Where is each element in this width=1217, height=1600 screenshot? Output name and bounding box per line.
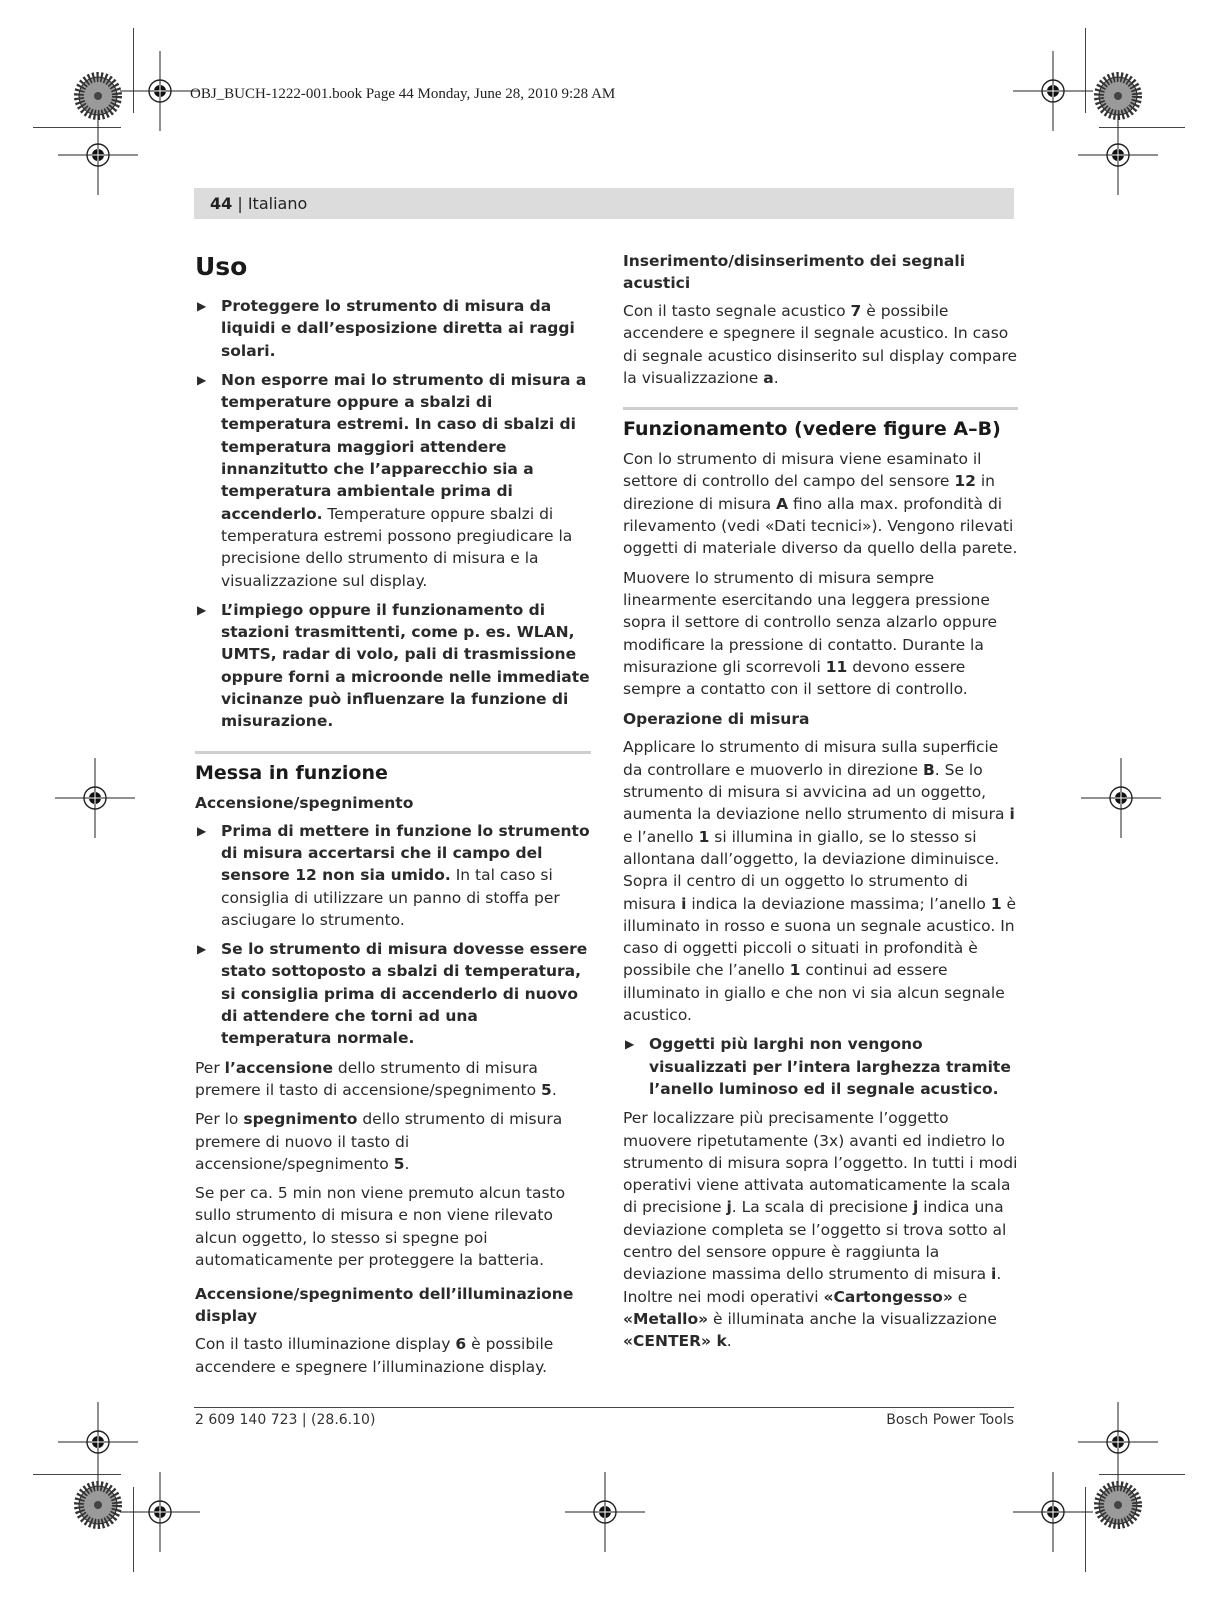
- triangle-bullet-icon: ▶: [197, 299, 207, 313]
- paragraph: Con lo strumento di misura viene esaminato il settore di controllo del campo del sensore 12 in direzione di misura A fino alla max. profondità di rilevamento (vedi «Dati tecnici»). Vengono rilevati oggetti di materiale diverso da quello della parete.: [623, 450, 1018, 558]
- page-header: [210, 194, 307, 213]
- warning-bullet: ▶ Oggetti più larghi non vengono visualizzati per l’intera larghezza tramite l’anello luminoso ed il segnale acustico.: [625, 1035, 1011, 1098]
- footer-doc-number: 2 609 140 723 | (28.6.10): [195, 1412, 376, 1428]
- color-wheel-icon: [1099, 1486, 1137, 1524]
- paragraph: Con il tasto illuminazione display 6 è possibile accendere e spegnere l’illuminazione display.: [195, 1335, 554, 1376]
- color-wheel-icon: [79, 77, 117, 115]
- paragraph: Muovere lo strumento di misura sempre linearmente esercitando una leggera pressione sopra il settore di controllo senza alzarlo oppure modificare la pressione di contatto. Durante la misurazione gli scorrevoli 11 devono essere sempre a contatto con il settore di controllo.: [623, 568, 998, 699]
- triangle-bullet-icon: ▶: [625, 1037, 635, 1052]
- paragraph: Per l’accensione dello strumento di misura premere il tasto di accensione/spegnimento 5.: [195, 1058, 557, 1099]
- crosshair-icon: [58, 115, 138, 195]
- paragraph: Se per ca. 5 min non viene premuto alcun tasto sullo strumento di misura e non viene rilevato alcun oggetto, lo stesso si spegne poi automaticamente per proteggere la batteria.: [195, 1184, 566, 1269]
- paragraph: Per lo spegnimento dello strumento di misura premere di nuovo il tasto di accensione/spegnimento 5.: [195, 1110, 563, 1173]
- subsection-title: Accensione/spegnimento dell’illuminazione display: [195, 1285, 574, 1326]
- crosshair-icon: [1081, 758, 1161, 838]
- warning-bullet: ▶ Se lo strumento di misura dovesse essere stato sottoposto a sbalzi di temperatura, si consiglia prima di accenderlo di nuovo di attendere che torni ad una temperatura normale.: [197, 940, 588, 1048]
- subsection-title: Operazione di misura: [623, 710, 810, 729]
- paragraph: Per localizzare più precisamente l’oggetto muovere ripetutamente (3x) avanti ed indietro lo strumento di misura sopra l’oggetto. In tutti i modi operativi viene attivata automaticamente la scala di precisione j. La scala di precisione j indica una deviazione completa se l’oggetto si trova sotto al centro del sensore oppure è raggiunta la deviazione massima dello strumento di misura i. Inoltre nei modi operativi «Cartongesso» e «Metallo» è illuminata anche la visualizzazione «CENTER» k.: [623, 1109, 1018, 1351]
- header-separator: |: [232, 194, 248, 213]
- triangle-bullet-icon: ▶: [197, 942, 207, 957]
- paragraph: Applicare lo strumento di misura sulla superficie da controllare e muoverlo in direzione B. Se lo strumento di misura si avvicina ad un oggetto, aumenta la deviazione nello strumento di misura i e l’anello 1 si illumina in giallo, se lo stesso si allontana dall’oggetto, la deviazione diminuisce. Sopra il centro di un oggetto lo strumento di misura i indica la deviazione massima; l’anello 1 è illuminato in rosso e suona un segnale acustico. In caso di oggetti piccoli o situati in profondità è possibile che l’anello 1 continui ad essere illuminato in giallo e che non vi sia alcun segnale acustico.: [623, 738, 1017, 1025]
- warning-bullet: ▶ Non esporre mai lo strumento di misura a temperature oppure a sbalzi di temperatura estremi. In caso di sbalzi di temperatura maggiori attendere innanzitutto che l’apparecchio sia a temperatura ambientale prima di accenderlo. Temperature oppure sbalzi di temperatura estremi possono pregiudicare la precisione dello strumento di misura e la visualizzazione sul display.: [197, 370, 587, 590]
- crosshair-icon: [120, 51, 200, 131]
- section-title-uso: Uso: [195, 252, 248, 281]
- section-divider: [195, 751, 591, 754]
- crosshair-icon: [1013, 51, 1093, 131]
- page-number: 44: [210, 194, 233, 213]
- crosshair-icon: [120, 1472, 200, 1552]
- language-label: Italiano: [247, 194, 308, 213]
- warning-bullet: ▶ Prima di mettere in funzione lo strumento di misura accertarsi che il campo del sensore 12 non sia umido. In tal caso si consiglia di utilizzare un panno di stoffa per asciugare lo strumento.: [197, 821, 590, 929]
- crosshair-icon: [1013, 1472, 1093, 1552]
- subsection-title: Accensione/spegnimento: [195, 793, 414, 812]
- section-title-funzionamento: Funzionamento (vedere figure A–B): [623, 418, 1001, 441]
- subsection-title: Inserimento/disinserimento dei segnali acustici: [623, 252, 966, 292]
- crosshair-icon: [58, 1402, 138, 1482]
- triangle-bullet-icon: ▶: [197, 372, 207, 387]
- right-column: [623, 246, 1018, 1359]
- footer-brand: Bosch Power Tools: [886, 1412, 1014, 1428]
- section-divider: [623, 407, 1018, 410]
- print-header: OBJ_BUCH-1222-001.book Page 44 Monday, June 28, 2010 9:28 AM: [190, 86, 616, 102]
- warning-bullet: ▶ Proteggere lo strumento di misura da liquidi e dall’esposizione diretta ai raggi solari.: [197, 297, 575, 360]
- section-title-messa-in-funzione: Messa in funzione: [195, 761, 388, 784]
- crosshair-icon: [55, 758, 135, 838]
- left-column: [195, 246, 591, 1385]
- color-wheel-icon: [79, 1486, 117, 1524]
- triangle-bullet-icon: ▶: [197, 602, 207, 617]
- page-header-bar: [194, 188, 1014, 219]
- paragraph: Con il tasto segnale acustico 7 è possibile accendere e spegnere il segnale acustico. In caso di segnale acustico disinserito sul display compare la visualizzazione a.: [623, 302, 1018, 387]
- color-wheel-icon: [1099, 77, 1137, 115]
- warning-bullet: ▶ L’impiego oppure il funzionamento di stazioni trasmittenti, come p. es. WLAN, UMTS, radar di volo, pali di trasmissione oppure forni a microonde nelle immediate vicinanze può influenzare la funzione di misurazione.: [197, 600, 590, 731]
- crosshair-icon: [1078, 115, 1158, 195]
- crosshair-icon: [565, 1472, 645, 1552]
- triangle-bullet-icon: ▶: [197, 823, 207, 838]
- footer-divider: [194, 1407, 1014, 1408]
- crosshair-icon: [1078, 1402, 1158, 1482]
